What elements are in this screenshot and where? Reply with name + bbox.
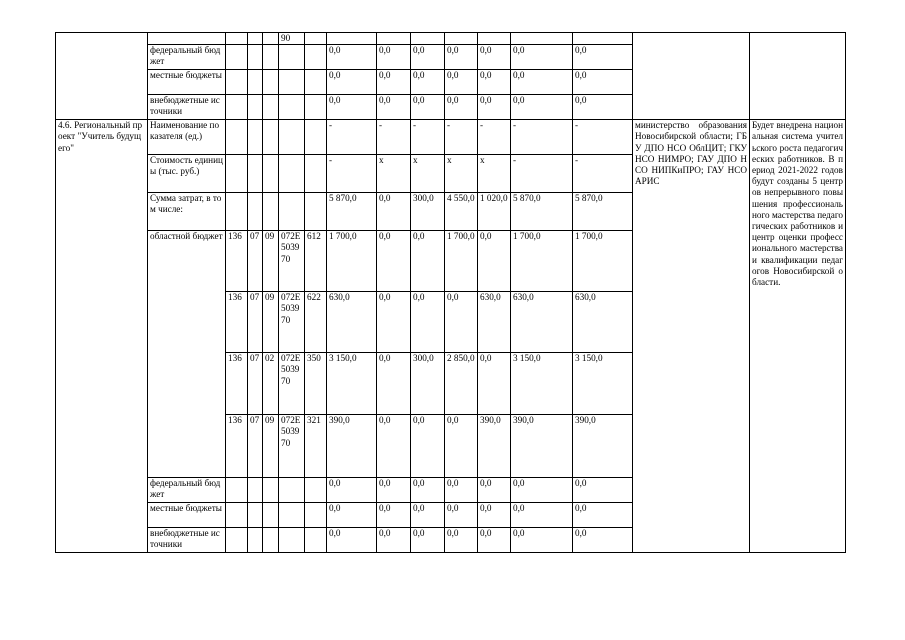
executors-cell: министерство образования Новосибирской области; ГБУ ДПО НСО ОблЦИТ; ГКУ НСО НИМРО; ГАУ ДПО НСО НИПКиПРО; ГАУ НСО АРИС	[633, 120, 750, 553]
value-cell: -	[327, 120, 377, 155]
value-cell: 390,0	[511, 415, 573, 478]
value-cell: 0,0	[411, 478, 445, 503]
code-csr-cell: 072Е503970	[279, 292, 305, 353]
value-cell: 0,0	[511, 70, 573, 95]
value-cell: 0,0	[511, 503, 573, 528]
code-grbs-cell: 136	[226, 231, 248, 292]
value-cell: 300,0	[411, 353, 445, 415]
value-cell: 5 870,0	[573, 193, 633, 231]
value-cell: 1 020,0	[478, 193, 511, 231]
expected-result-cell: Будет внедрена национальная система учительского роста педагогических работников. В период 2021-2022 годов будут созданы 5 центров непрерывного повышения профессионального мастерства педагогических работников и центр оценки профессионального мастерства и квалификации педагогов Новосибирской области.	[750, 120, 846, 553]
value-cell: 0,0	[377, 478, 411, 503]
value-cell: 5 870,0	[511, 193, 573, 231]
code-rz-cell: 07	[248, 353, 263, 415]
value-cell: 0,0	[478, 353, 511, 415]
value-cell: 3 150,0	[573, 353, 633, 415]
value-cell: 4 550,0	[445, 193, 478, 231]
code-vr-cell: 321	[305, 415, 327, 478]
row-label: внебюджетные источники	[148, 528, 226, 553]
code-pr-cell: 09	[263, 231, 279, 292]
prev-executors-cell	[633, 33, 750, 120]
value-cell: 0,0	[573, 478, 633, 503]
value-cell: 0,0	[377, 45, 411, 70]
value-cell: 2 850,0	[445, 353, 478, 415]
value-cell: 0,0	[411, 415, 445, 478]
code-vr-cell: 612	[305, 231, 327, 292]
table-row	[56, 120, 846, 155]
value-cell: 390,0	[478, 415, 511, 478]
value-cell: -	[327, 155, 377, 193]
code-rz-cell: 07	[248, 231, 263, 292]
value-cell: 390,0	[327, 415, 377, 478]
value-cell: 0,0	[573, 70, 633, 95]
value-cell: 0,0	[411, 292, 445, 353]
value-cell: 0,0	[573, 45, 633, 70]
value-cell: 0,0	[411, 70, 445, 95]
row-label: областной бюджет	[148, 231, 226, 478]
value-cell: 1 700,0	[327, 231, 377, 292]
value-cell: 0,0	[377, 193, 411, 231]
value-cell: 0,0	[377, 70, 411, 95]
row-label: федеральный бюджет	[148, 478, 226, 503]
value-cell: -	[411, 120, 445, 155]
prev-section-cell	[56, 33, 148, 120]
row-label: местные бюджеты	[148, 70, 226, 95]
value-cell: 0,0	[377, 292, 411, 353]
value-cell: 0,0	[377, 353, 411, 415]
value-cell: 0,0	[573, 528, 633, 553]
value-cell: 0,0	[573, 95, 633, 120]
value-cell: 0,0	[327, 503, 377, 528]
value-cell: 0,0	[411, 528, 445, 553]
value-cell: 1 700,0	[445, 231, 478, 292]
code-csr-cell: 072Е503970	[279, 231, 305, 292]
row-label: внебюджетные источники	[148, 95, 226, 120]
value-cell: 0,0	[445, 70, 478, 95]
code-pr-cell: 09	[263, 415, 279, 478]
code-pr-cell: 09	[263, 292, 279, 353]
code-grbs-cell: 136	[226, 292, 248, 353]
value-cell: -	[573, 155, 633, 193]
value-cell: 0,0	[478, 231, 511, 292]
value-cell: 1 700,0	[511, 231, 573, 292]
value-cell: 0,0	[411, 95, 445, 120]
value-cell: 0,0	[377, 503, 411, 528]
value-cell: 0,0	[445, 45, 478, 70]
value-cell: 0,0	[511, 478, 573, 503]
value-cell: 0,0	[411, 503, 445, 528]
row-label: местные бюджеты	[148, 503, 226, 528]
value-cell: 0,0	[327, 70, 377, 95]
code-grbs-cell: 136	[226, 353, 248, 415]
value-cell: -	[511, 155, 573, 193]
value-cell: 0,0	[478, 528, 511, 553]
code-vr-cell: 622	[305, 292, 327, 353]
value-cell: -	[573, 120, 633, 155]
value-cell: 630,0	[511, 292, 573, 353]
value-cell: 0,0	[327, 478, 377, 503]
value-cell: 0,0	[445, 528, 478, 553]
prev-result-cell	[750, 33, 846, 120]
value-cell: 300,0	[411, 193, 445, 231]
code-csr-cell: 072Е503970	[279, 415, 305, 478]
value-cell: 0,0	[445, 503, 478, 528]
value-cell: х	[377, 155, 411, 193]
value-cell: 5 870,0	[327, 193, 377, 231]
code-pr-cell: 02	[263, 353, 279, 415]
value-cell: 0,0	[327, 95, 377, 120]
row-label: Стоимость единицы (тыс. руб.)	[148, 155, 226, 193]
value-cell: 3 150,0	[327, 353, 377, 415]
code-csr-cell: 072Е503970	[279, 353, 305, 415]
value-cell: 630,0	[327, 292, 377, 353]
value-cell: х	[411, 155, 445, 193]
value-cell: 0,0	[327, 528, 377, 553]
value-cell: х	[445, 155, 478, 193]
value-cell: -	[377, 120, 411, 155]
value-cell: 0,0	[478, 95, 511, 120]
value-cell: 3 150,0	[511, 353, 573, 415]
row-label: федеральный бюджет	[148, 45, 226, 70]
value-cell: х	[478, 155, 511, 193]
value-cell: 0,0	[411, 45, 445, 70]
value-cell: -	[478, 120, 511, 155]
value-cell: 0,0	[327, 45, 377, 70]
value-cell: 0,0	[573, 503, 633, 528]
code-rz-cell: 07	[248, 415, 263, 478]
program-financing-table	[55, 32, 846, 553]
value-cell: 0,0	[511, 45, 573, 70]
value-cell: 0,0	[445, 95, 478, 120]
value-cell: -	[511, 120, 573, 155]
code-vr-cell: 350	[305, 353, 327, 415]
code-csr-cell: 90	[279, 33, 305, 45]
value-cell: 630,0	[573, 292, 633, 353]
value-cell: 0,0	[445, 478, 478, 503]
value-cell: 0,0	[478, 503, 511, 528]
value-cell: 0,0	[478, 45, 511, 70]
value-cell: 0,0	[377, 95, 411, 120]
code-grbs-cell: 136	[226, 415, 248, 478]
value-cell: 0,0	[377, 415, 411, 478]
value-cell: 0,0	[511, 95, 573, 120]
value-cell: 0,0	[478, 70, 511, 95]
value-cell: 0,0	[445, 415, 478, 478]
value-cell: -	[445, 120, 478, 155]
value-cell: 390,0	[573, 415, 633, 478]
value-cell: 0,0	[445, 292, 478, 353]
row-label: Наименование показателя (ед.)	[148, 120, 226, 155]
value-cell: 630,0	[478, 292, 511, 353]
project-name-cell: 4.6. Региональный проект "Учитель будущего"	[56, 120, 148, 553]
table-row	[56, 33, 846, 45]
value-cell: 1 700,0	[573, 231, 633, 292]
value-cell: 0,0	[511, 528, 573, 553]
code-rz-cell: 07	[248, 292, 263, 353]
row-label: Сумма затрат, в том числе:	[148, 193, 226, 231]
value-cell: 0,0	[377, 528, 411, 553]
value-cell: 0,0	[377, 231, 411, 292]
value-cell: 0,0	[478, 478, 511, 503]
value-cell: 0,0	[411, 231, 445, 292]
